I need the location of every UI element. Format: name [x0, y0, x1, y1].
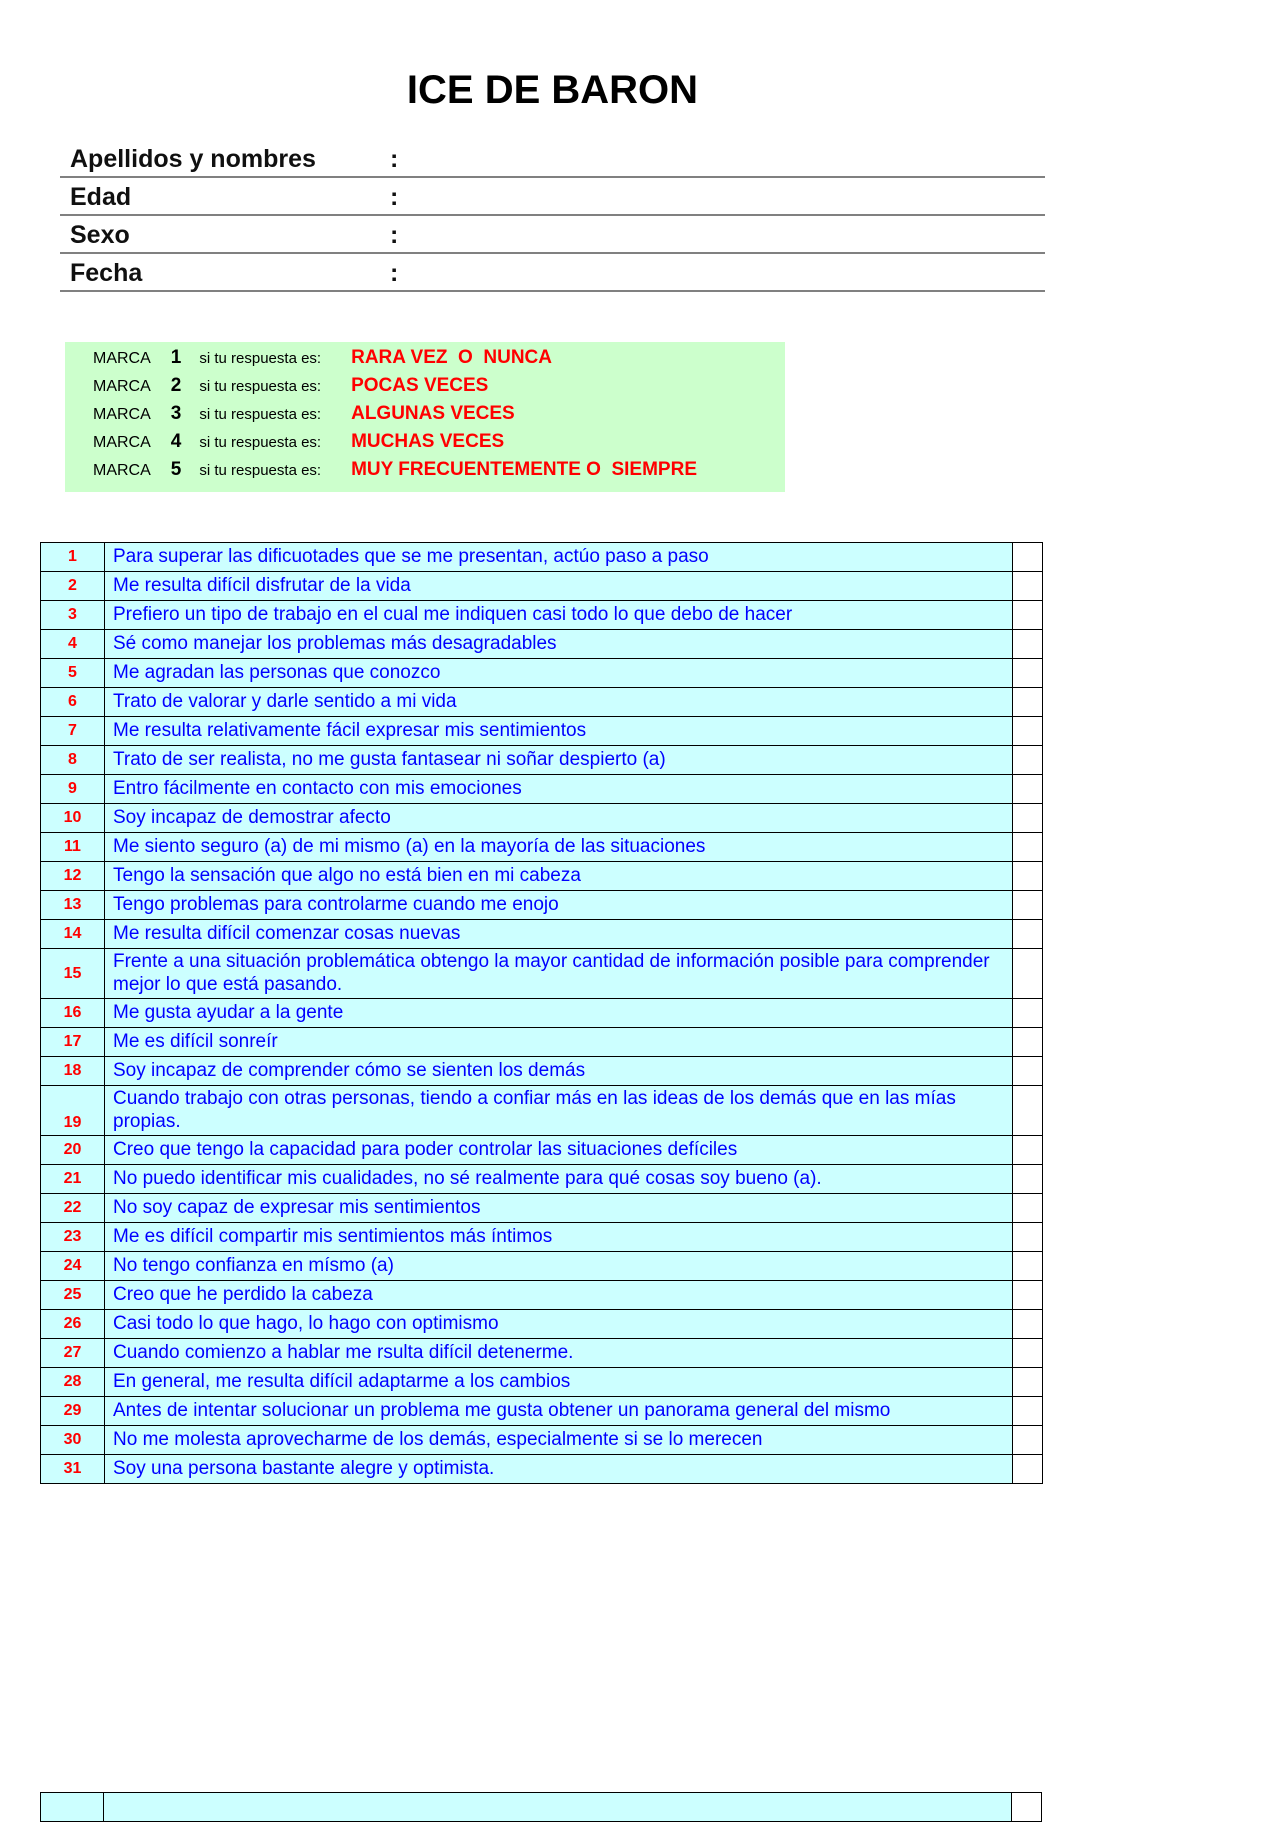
- marca-label: MARCA: [93, 434, 151, 451]
- question-text: No soy capaz de expresar mis sentimientos: [105, 1194, 1013, 1223]
- legend-response: ALGUNAS VECES: [351, 403, 515, 424]
- question-row: [41, 999, 1043, 1028]
- question-row: [41, 659, 1043, 688]
- question-text: No tengo confianza en mísmo (a): [105, 1252, 1013, 1281]
- legend-prefix: si tu respuesta es:: [199, 462, 322, 479]
- legend-response: MUCHAS VECES: [351, 431, 505, 452]
- question-text: Tengo la sensación que algo no está bien en mi cabeza: [105, 862, 1013, 891]
- question-text: Tengo problemas para controlarme cuando me enojo: [105, 891, 1013, 920]
- question-row: [41, 775, 1043, 804]
- marca-label: MARCA: [93, 406, 151, 423]
- answer-cell[interactable]: [1013, 1426, 1043, 1455]
- question-row: [41, 949, 1043, 999]
- marca-label: MARCA: [93, 462, 151, 479]
- question-number: 23: [41, 1223, 105, 1252]
- question-number: 14: [41, 920, 105, 949]
- question-row: [41, 1368, 1043, 1397]
- question-row: [41, 630, 1043, 659]
- question-number: 20: [41, 1136, 105, 1165]
- question-row: [41, 746, 1043, 775]
- question-number: 30: [41, 1426, 105, 1455]
- question-text: No me molesta aprovecharme de los demás, especialmente si se lo merecen: [105, 1426, 1013, 1455]
- question-number: 1: [41, 543, 105, 572]
- question-row: [41, 1455, 1043, 1484]
- question-number: 31: [41, 1455, 105, 1484]
- question-number: 21: [41, 1165, 105, 1194]
- question-number: 16: [41, 999, 105, 1028]
- question-row: [41, 1223, 1043, 1252]
- question-text: No puedo identificar mis cualidades, no sé realmente para qué cosas soy bueno (a).: [105, 1165, 1013, 1194]
- form-field-label: Sexo: [70, 221, 130, 249]
- partial-text-cell: [104, 1792, 1012, 1822]
- form-field-row: [60, 216, 1045, 254]
- answer-cell[interactable]: [1013, 1310, 1043, 1339]
- answer-cell[interactable]: [1013, 804, 1043, 833]
- form-field-colon: :: [390, 183, 399, 211]
- form-field-colon: :: [390, 221, 399, 249]
- question-number: 2: [41, 572, 105, 601]
- answer-cell[interactable]: [1013, 1136, 1043, 1165]
- legend-prefix: si tu respuesta es:: [199, 350, 322, 367]
- legend-response: RARA VEZ O NUNCA: [351, 347, 553, 368]
- answer-cell[interactable]: [1013, 999, 1043, 1028]
- question-number: 6: [41, 688, 105, 717]
- question-row: [41, 601, 1043, 630]
- answer-cell[interactable]: [1013, 1057, 1043, 1086]
- answer-cell[interactable]: [1013, 920, 1043, 949]
- legend-prefix: si tu respuesta es:: [199, 434, 322, 451]
- question-row: [41, 717, 1043, 746]
- form-field-label: Fecha: [70, 259, 143, 287]
- question-text: Me resulta relativamente fácil expresar mis sentimientos: [105, 717, 1013, 746]
- question-number: 9: [41, 775, 105, 804]
- question-row: [41, 1426, 1043, 1455]
- answer-cell[interactable]: [1013, 1397, 1043, 1426]
- answer-cell[interactable]: [1013, 1339, 1043, 1368]
- question-text: Me es difícil sonreír: [105, 1028, 1013, 1057]
- question-text: Creo que tengo la capacidad para poder controlar las situaciones defíciles: [105, 1136, 1013, 1165]
- question-number: 18: [41, 1057, 105, 1086]
- form-field-row: [60, 254, 1045, 292]
- form-field-label: Apellidos y nombres: [70, 145, 316, 173]
- answer-cell[interactable]: [1013, 862, 1043, 891]
- page-content: [60, 0, 1045, 1484]
- question-text: Trato de valorar y darle sentido a mi vida: [105, 688, 1013, 717]
- question-text: Me siento seguro (a) de mi mismo (a) en la mayoría de las situaciones: [105, 833, 1013, 862]
- answer-cell[interactable]: [1013, 1165, 1043, 1194]
- marca-number: 3: [170, 403, 182, 424]
- question-text: Soy incapaz de comprender cómo se sienten los demás: [105, 1057, 1013, 1086]
- answer-cell[interactable]: [1013, 1252, 1043, 1281]
- answer-cell[interactable]: [1013, 1455, 1043, 1484]
- answer-cell[interactable]: [1013, 891, 1043, 920]
- form-field-label: Edad: [70, 183, 132, 211]
- answer-cell[interactable]: [1013, 1086, 1043, 1136]
- answer-cell[interactable]: [1013, 601, 1043, 630]
- question-text: Me resulta difícil disfrutar de la vida: [105, 572, 1013, 601]
- question-text: Cuando trabajo con otras personas, tiendo a confiar más en las ideas de los demás que en las mías propias.: [105, 1086, 1013, 1136]
- answer-cell[interactable]: [1013, 949, 1043, 999]
- answer-cell[interactable]: [1013, 1028, 1043, 1057]
- question-number: 22: [41, 1194, 105, 1223]
- legend-row: [93, 459, 785, 487]
- answer-cell[interactable]: [1013, 1223, 1043, 1252]
- question-row: [41, 1086, 1043, 1136]
- question-text: Me gusta ayudar a la gente: [105, 999, 1013, 1028]
- question-number: 26: [41, 1310, 105, 1339]
- question-number: 12: [41, 862, 105, 891]
- question-row: [41, 920, 1043, 949]
- question-row: [41, 891, 1043, 920]
- question-number: 28: [41, 1368, 105, 1397]
- marca-label: MARCA: [93, 350, 151, 367]
- answer-cell[interactable]: [1013, 1368, 1043, 1397]
- legend-row: [93, 375, 785, 403]
- question-row: [41, 688, 1043, 717]
- question-number: 25: [41, 1281, 105, 1310]
- marca-number: 1: [170, 347, 182, 368]
- partial-number-cell: [40, 1792, 104, 1822]
- question-number: 19: [41, 1086, 105, 1136]
- answer-cell[interactable]: [1013, 717, 1043, 746]
- legend-prefix: si tu respuesta es:: [199, 378, 322, 395]
- question-number: 8: [41, 746, 105, 775]
- question-row: [41, 1310, 1043, 1339]
- question-text: Para superar las dificuotades que se me presentan, actúo paso a paso: [105, 543, 1013, 572]
- partial-answer-cell[interactable]: [1012, 1792, 1042, 1822]
- legend-box: [65, 342, 785, 492]
- question-text: Me resulta difícil comenzar cosas nuevas: [105, 920, 1013, 949]
- question-row-partial: [40, 1792, 1042, 1822]
- question-row: [41, 1397, 1043, 1426]
- question-text: Antes de intentar solucionar un problema me gusta obtener un panorama general del mismo: [105, 1397, 1013, 1426]
- question-number: 11: [41, 833, 105, 862]
- legend-row: [93, 347, 785, 375]
- question-row: [41, 862, 1043, 891]
- question-number: 13: [41, 891, 105, 920]
- question-text: Soy una persona bastante alegre y optimista.: [105, 1455, 1013, 1484]
- question-row: [41, 1339, 1043, 1368]
- form-field-colon: :: [390, 145, 399, 173]
- question-number: 3: [41, 601, 105, 630]
- question-text: Sé como manejar los problemas más desagradables: [105, 630, 1013, 659]
- question-row: [41, 833, 1043, 862]
- answer-cell[interactable]: [1013, 1194, 1043, 1223]
- question-row: [41, 1165, 1043, 1194]
- question-row: [41, 572, 1043, 601]
- legend-prefix: si tu respuesta es:: [199, 406, 322, 423]
- page-title: ICE DE BARON: [406, 68, 699, 112]
- question-text: Me agradan las personas que conozco: [105, 659, 1013, 688]
- answer-cell[interactable]: [1013, 688, 1043, 717]
- question-number: 10: [41, 804, 105, 833]
- answer-cell[interactable]: [1013, 659, 1043, 688]
- question-number: 17: [41, 1028, 105, 1057]
- question-text: Frente a una situación problemática obtengo la mayor cantidad de información posible para comprender mejor lo que está pasando.: [105, 949, 1013, 999]
- answer-cell[interactable]: [1013, 1281, 1043, 1310]
- question-number: 7: [41, 717, 105, 746]
- question-text: Soy incapaz de demostrar afecto: [105, 804, 1013, 833]
- questions-table-body: [41, 543, 1043, 1484]
- question-text: Cuando comienzo a hablar me rsulta difícil detenerme.: [105, 1339, 1013, 1368]
- question-text: En general, me resulta difícil adaptarme a los cambios: [105, 1368, 1013, 1397]
- question-number: 29: [41, 1397, 105, 1426]
- question-row: [41, 1136, 1043, 1165]
- legend-response: MUY FRECUENTEMENTE O SIEMPRE: [351, 459, 697, 480]
- question-number: 15: [41, 949, 105, 999]
- question-text: Trato de ser realista, no me gusta fantasear ni soñar despierto (a): [105, 746, 1013, 775]
- answer-cell[interactable]: [1013, 775, 1043, 804]
- question-row: [41, 1057, 1043, 1086]
- marca-number: 4: [170, 431, 182, 452]
- question-row: [41, 1281, 1043, 1310]
- question-text: Prefiero un tipo de trabajo en el cual me indiquen casi todo lo que debo de hacer: [105, 601, 1013, 630]
- answer-cell[interactable]: [1013, 572, 1043, 601]
- question-number: 4: [41, 630, 105, 659]
- question-text: Entro fácilmente en contacto con mis emociones: [105, 775, 1013, 804]
- form-field-colon: :: [390, 259, 399, 287]
- answer-cell[interactable]: [1013, 746, 1043, 775]
- legend-row: [93, 403, 785, 431]
- marca-label: MARCA: [93, 378, 151, 395]
- form-field-row: [60, 178, 1045, 216]
- form-field-row: [60, 140, 1045, 178]
- question-row: [41, 1194, 1043, 1223]
- questions-table: [40, 542, 1043, 1484]
- question-text: Me es difícil compartir mis sentimientos más íntimos: [105, 1223, 1013, 1252]
- question-row: [41, 543, 1043, 572]
- form-section: [60, 140, 1045, 292]
- answer-cell[interactable]: [1013, 543, 1043, 572]
- question-row: [41, 1252, 1043, 1281]
- answer-cell[interactable]: [1013, 833, 1043, 862]
- question-number: 5: [41, 659, 105, 688]
- legend-response: POCAS VECES: [351, 375, 489, 396]
- question-row: [41, 804, 1043, 833]
- question-number: 27: [41, 1339, 105, 1368]
- question-text: Casi todo lo que hago, lo hago con optimismo: [105, 1310, 1013, 1339]
- question-row: [41, 1028, 1043, 1057]
- legend-row: [93, 431, 785, 459]
- question-text: Creo que he perdido la cabeza: [105, 1281, 1013, 1310]
- marca-number: 2: [170, 375, 182, 396]
- question-number: 24: [41, 1252, 105, 1281]
- marca-number: 5: [170, 459, 182, 480]
- answer-cell[interactable]: [1013, 630, 1043, 659]
